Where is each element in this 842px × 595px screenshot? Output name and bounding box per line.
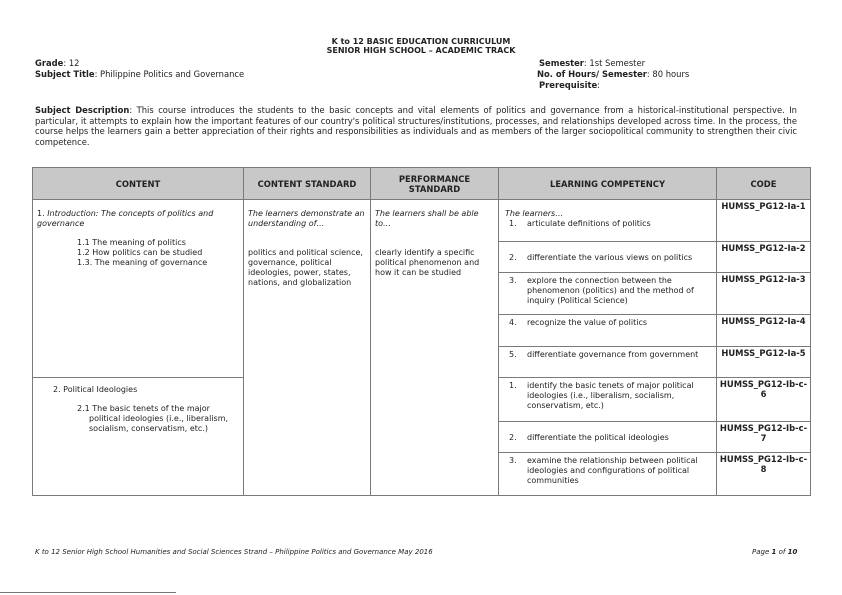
section1-item: 1.3. The meaning of governance bbox=[77, 258, 208, 267]
header-content: CONTENT bbox=[33, 168, 244, 200]
competency-text: differentiate the political ideologies bbox=[527, 432, 669, 442]
hours-line bbox=[537, 69, 689, 80]
page-current: 1 bbox=[771, 548, 777, 556]
curriculum-title: K to 12 BASIC EDUCATION CURRICULUM bbox=[331, 37, 511, 46]
page-number: Page 1 of 10 bbox=[752, 548, 798, 556]
header-learning-competency: LEARNING COMPETENCY bbox=[499, 168, 717, 200]
code-cell: HUMSS_PG12-Ia-3 bbox=[717, 273, 811, 315]
subject-title-line bbox=[35, 69, 244, 80]
subject-title-value: : Philippine Politics and Governance bbox=[94, 69, 245, 79]
description-text: : This course introduces the students to the basic concepts and vital elements of politics and governance from a historical-institutional perspective. In particular, it attempts to explain how the important features of our country's political structures/institutions, processes, and relationships developed across time. In the process, the course helps the learners gain a better appreciation of their rights and responsibilities as individuals and as members of the larger sociopolitical community to strengthen their civic competence. bbox=[35, 105, 797, 147]
semester-value: : 1st Semester bbox=[583, 58, 646, 68]
section1-item: 1.1 The meaning of politics bbox=[77, 238, 186, 247]
grade-line bbox=[35, 58, 80, 69]
competency-text: recognize the value of politics bbox=[527, 318, 648, 327]
header-performance-standard: PERFORMANCE STANDARD bbox=[371, 168, 499, 200]
header-content-standard: CONTENT STANDARD bbox=[244, 168, 371, 200]
content-standard-text: politics and political science, governance, political ideologies, power, states, nations, and globalization bbox=[248, 248, 363, 287]
competency-text: differentiate governance from government bbox=[527, 350, 699, 359]
prerequisite-label: Prerequisite bbox=[539, 80, 598, 90]
section2-item: 2.1 The basic tenets of the major political ideologies (i.e., liberalism, socialism, conservatism, etc.) bbox=[77, 404, 229, 433]
section1-item: 1.2 How politics can be studied bbox=[77, 248, 203, 257]
hours-label: No. of Hours/ Semester bbox=[537, 69, 647, 79]
competency-cell: 2. differentiate the various views on politics bbox=[499, 242, 717, 273]
competency-text: differentiate the various views on politics bbox=[527, 252, 693, 262]
competency-cell: The learners… 1. articulate definitions of politics bbox=[499, 200, 717, 242]
performance-standard-intro: The learners shall be able to… bbox=[375, 209, 479, 228]
competency-cell: 2. differentiate the political ideologies bbox=[499, 422, 717, 453]
content-cell-section1 bbox=[33, 200, 244, 378]
performance-standard-cell bbox=[371, 200, 499, 496]
competency-intro: The learners… bbox=[505, 209, 564, 218]
competency-text: explore the connection between the phenomenon (politics) and the method of inquiry (Political Science) bbox=[527, 276, 694, 305]
page-total: 10 bbox=[787, 548, 798, 556]
section1-title: 1. Introduction: The concepts of politics and governance bbox=[37, 209, 214, 228]
code-cell: HUMSS_PG12-Ib-c-7 bbox=[717, 422, 811, 453]
semester-label: Semester bbox=[539, 58, 584, 68]
code-cell: HUMSS_PG12-Ia-1 bbox=[717, 200, 811, 242]
competency-cell: 4. recognize the value of politics bbox=[499, 315, 717, 347]
code-cell: HUMSS_PG12-Ia-5 bbox=[717, 347, 811, 378]
subject-title-label: Subject Title bbox=[35, 69, 95, 79]
section2-title: 2. Political Ideologies bbox=[53, 385, 138, 394]
competency-text: examine the relationship between political ideologies and configurations of political communities bbox=[527, 456, 698, 485]
curriculum-table bbox=[32, 167, 811, 496]
hours-value: : 80 hours bbox=[646, 69, 690, 79]
semester-line bbox=[539, 58, 645, 69]
grade-value: : 12 bbox=[63, 58, 80, 68]
code-cell: HUMSS_PG12-Ia-2 bbox=[717, 242, 811, 273]
header-code: CODE bbox=[717, 168, 811, 200]
footer-document-info: K to 12 Senior High School Humanities and Social Sciences Strand – Philippine Politics and Governance May 2016 bbox=[35, 548, 433, 556]
competency-cell: 3. examine the relationship between political ideologies and configurations of political communities bbox=[499, 453, 717, 496]
content-standard-intro: The learners demonstrate an understanding of… bbox=[248, 209, 365, 228]
content-cell-section2 bbox=[33, 378, 244, 496]
performance-standard-text: clearly identify a specific political phenomenon and how it can be studied bbox=[375, 248, 480, 277]
prerequisite-line bbox=[539, 80, 600, 91]
competency-cell: 3. explore the connection between the phenomenon (politics) and the method of inquiry (Political Science) bbox=[499, 273, 717, 315]
grade-label: Grade bbox=[35, 58, 64, 68]
description-label: Subject Description bbox=[35, 105, 130, 115]
table-row bbox=[33, 200, 811, 242]
code-cell: HUMSS_PG12-Ib-c-8 bbox=[717, 453, 811, 496]
competency-cell: 5. differentiate governance from government bbox=[499, 347, 717, 378]
code-cell: HUMSS_PG12-Ib-c-6 bbox=[717, 378, 811, 422]
competency-text: articulate definitions of politics bbox=[527, 219, 651, 228]
content-standard-cell bbox=[244, 200, 371, 496]
footnote-divider bbox=[0, 592, 176, 593]
table-header-row bbox=[33, 168, 811, 200]
prerequisite-value: : bbox=[597, 80, 600, 90]
track-title: SENIOR HIGH SCHOOL – ACADEMIC TRACK bbox=[326, 46, 516, 55]
competency-cell: 1. identify the basic tenets of major political ideologies (i.e., liberalism, socialism, conservatism, etc.) bbox=[499, 378, 717, 422]
subject-description bbox=[35, 105, 797, 147]
competency-text: identify the basic tenets of major political ideologies (i.e., liberalism, socialism, conservatism, etc.) bbox=[527, 381, 694, 410]
code-cell: HUMSS_PG12-Ia-4 bbox=[717, 315, 811, 347]
